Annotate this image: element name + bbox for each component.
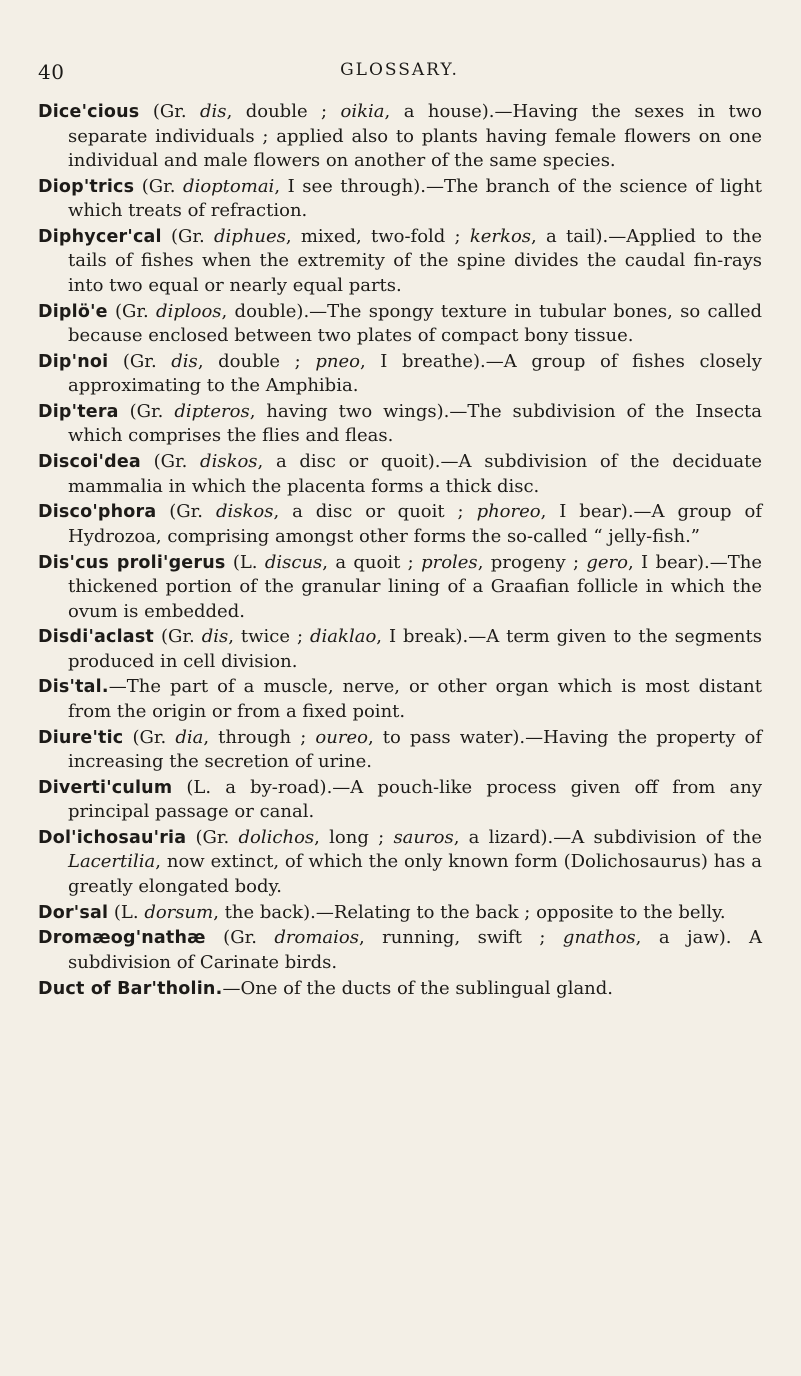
glossary-term: Discoi'dea [38, 452, 141, 473]
definition-text: (Gr. [140, 451, 201, 473]
glossary-definition [68, 101, 762, 171]
definition-text: (Gr. [154, 626, 202, 648]
definition-text: (Gr. [123, 726, 176, 748]
italic-word: dolichos [238, 826, 315, 848]
definition-text: , through ; [203, 726, 316, 748]
definition-text: , a lizard).—A subdivision of the [453, 826, 762, 848]
italic-word: kerkos [469, 225, 532, 247]
glossary-definition [68, 226, 762, 296]
definition-text: , a tail).—Applied to the tails of fishes when the extremity of the spine divides the caudal fin-rays into two equal or nearly equal parts. [68, 225, 762, 296]
definition-text: , double).—The spongy texture in tubular bones, so called because enclosed between two plates of compact bony tissue. [68, 300, 762, 347]
italic-word: dis [171, 350, 198, 372]
definition-text: , I bear).—The thickened portion of the granular lining of a Graafian follicle in which the ovum is embedded. [68, 551, 762, 622]
definition-text: (Gr. [186, 826, 239, 848]
definition-text: , twice ; [228, 626, 311, 648]
italic-word: oikia [340, 101, 385, 122]
definition-text: , having two wings).—The subdivision of the Insecta which comprises the flies and fleas. [68, 400, 762, 447]
definition-text: (L. a by-road).—A pouch-like process given off from any principal passage or canal. [68, 776, 762, 823]
italic-word: diphues [213, 225, 286, 247]
italic-word: dis [200, 101, 227, 122]
definition-text: , to pass water).—Having the property of increasing the secretion of urine. [68, 726, 762, 773]
glossary-entry [38, 500, 762, 549]
glossary-term: Dis'cus proli'gerus [38, 552, 226, 573]
definition-text: , a house).—Having the sexes in two separate individuals ; applied also to plants having female flowers on one individual and male flowers on another of the same species. [68, 101, 762, 171]
definition-text: , mixed, two-fold ; [285, 225, 470, 247]
glossary-term: Disdi'aclast [38, 627, 154, 648]
definition-text: —One of the ducts of the sublingual gland. [222, 977, 614, 999]
glossary-definition [68, 626, 762, 672]
glossary-term: Diphycer'cal [38, 226, 162, 247]
italic-word: dia [175, 726, 204, 748]
definition-text: , running, swift ; [359, 927, 563, 949]
glossary-entry [38, 175, 762, 224]
glossary-term: Disco'phora [38, 502, 157, 523]
glossary-term: Diure'tic [38, 727, 124, 748]
italic-word: Lacertilia [68, 851, 156, 873]
glossary-definition [68, 301, 762, 347]
definition-text: , I break).—A term given to the segments produced in cell division. [68, 626, 763, 672]
glossary-definition [68, 501, 762, 547]
glossary-entry [38, 776, 762, 825]
glossary-entry [38, 100, 762, 174]
definition-text: , I breathe).—A group of fishes closely approximating to the Amphibia. [68, 350, 762, 397]
italic-word: gero [586, 551, 628, 573]
italic-word: gnathos [562, 927, 636, 949]
glossary-entry [38, 400, 762, 449]
glossary-entry [38, 625, 762, 674]
glossary-term: Diop'trics [38, 176, 135, 197]
italic-word: dromaios [274, 927, 359, 949]
definition-text: (Gr. [107, 300, 157, 322]
definition-text: (Gr. [134, 175, 184, 197]
italic-word: pneo [315, 350, 360, 372]
italic-word: oureo [315, 726, 368, 748]
glossary-entry [38, 300, 762, 349]
glossary-term: Diplö'e [38, 301, 108, 322]
definition-text: (Gr. [108, 350, 172, 372]
glossary-definition [68, 676, 762, 722]
glossary-term: Dip'noi [38, 351, 109, 372]
glossary-term: Duct of Bar'tholin. [38, 978, 223, 999]
glossary-definition [68, 727, 762, 773]
glossary-term: Dor'sal [38, 902, 109, 923]
glossary-definition [222, 978, 613, 999]
italic-word: dioptomai [183, 175, 275, 197]
definition-text: , progeny ; [477, 551, 587, 573]
glossary-definition [108, 902, 725, 923]
glossary-entry [38, 350, 762, 399]
definition-text: (L. [225, 551, 265, 573]
definition-text: , the back).—Relating to the back ; opposite to the belly. [213, 901, 726, 923]
running-head [38, 60, 761, 84]
italic-word: phoreo [476, 501, 541, 523]
glossary-entry [38, 826, 762, 900]
definition-text: , long ; [314, 826, 394, 848]
italic-word: diploos [156, 300, 222, 322]
glossary-entry [38, 926, 762, 975]
running-title: GLOSSARY. [340, 60, 459, 80]
glossary-entry [38, 901, 762, 926]
italic-word: proles [421, 551, 478, 573]
glossary-term: Dol'ichosau'ria [38, 827, 187, 848]
glossary-entry [38, 675, 762, 724]
definition-text: , double ; [197, 350, 316, 372]
glossary-definition [68, 401, 762, 447]
glossary-term: Dip'tera [38, 401, 119, 422]
definition-text: (Gr. [161, 225, 214, 247]
definition-text: , a quoit ; [322, 551, 422, 573]
glossary-entry [38, 225, 762, 299]
definition-text: , a disc or quoit ; [273, 501, 477, 523]
definition-text: , a disc or quoit).—A subdivision of the deciduate mammalia in which the placenta forms a thick disc. [68, 451, 762, 497]
definition-text: , now extinct, of which the only known form (Dolichosaurus) has a greatly elongated body. [68, 851, 762, 897]
glossary-definition [68, 176, 762, 222]
glossary-term: Dromæog'nathæ [38, 928, 206, 949]
italic-word: dipteros [174, 400, 250, 422]
definition-text: , I see through).—The branch of the science of light which treats of refraction. [68, 175, 762, 222]
glossary-entry [38, 450, 762, 499]
italic-word: sauros [393, 826, 454, 848]
glossary-entry [38, 977, 762, 1002]
glossary-term: Diverti'culum [38, 777, 173, 798]
glossary-entry [38, 551, 762, 625]
glossary-entry [38, 726, 762, 775]
definition-text: (Gr. [156, 501, 216, 523]
glossary-definition [68, 777, 762, 823]
italic-word: diaklao [310, 626, 377, 648]
italic-word: dis [201, 626, 229, 648]
italic-word: dorsum [144, 901, 214, 923]
definition-text: , a jaw). A subdivision of Carinate birds. [68, 927, 762, 973]
italic-word: diskos [200, 451, 258, 473]
glossary-definition [68, 451, 762, 497]
definition-text: (L. [108, 901, 145, 923]
glossary-entries [38, 100, 762, 1002]
italic-word: diskos [215, 501, 274, 523]
italic-word: discus [264, 551, 323, 573]
definition-text: (Gr. [118, 400, 175, 422]
definition-text: —The part of a muscle, nerve, or other organ which is most distant from the origin or from a fixed point. [68, 676, 762, 722]
page-number: 40 [38, 60, 65, 84]
definition-text: , double ; [226, 101, 341, 122]
definition-text: (Gr. [205, 927, 275, 949]
definition-text: (Gr. [139, 101, 201, 122]
glossary-definition [68, 351, 762, 397]
glossary-term: Dis'tal. [38, 677, 109, 698]
glossary-term: Dice'cious [38, 102, 140, 122]
definition-text: , I bear).—A group of Hydrozoa, comprising amongst other forms the so-called “ jelly-fish.” [68, 501, 762, 547]
